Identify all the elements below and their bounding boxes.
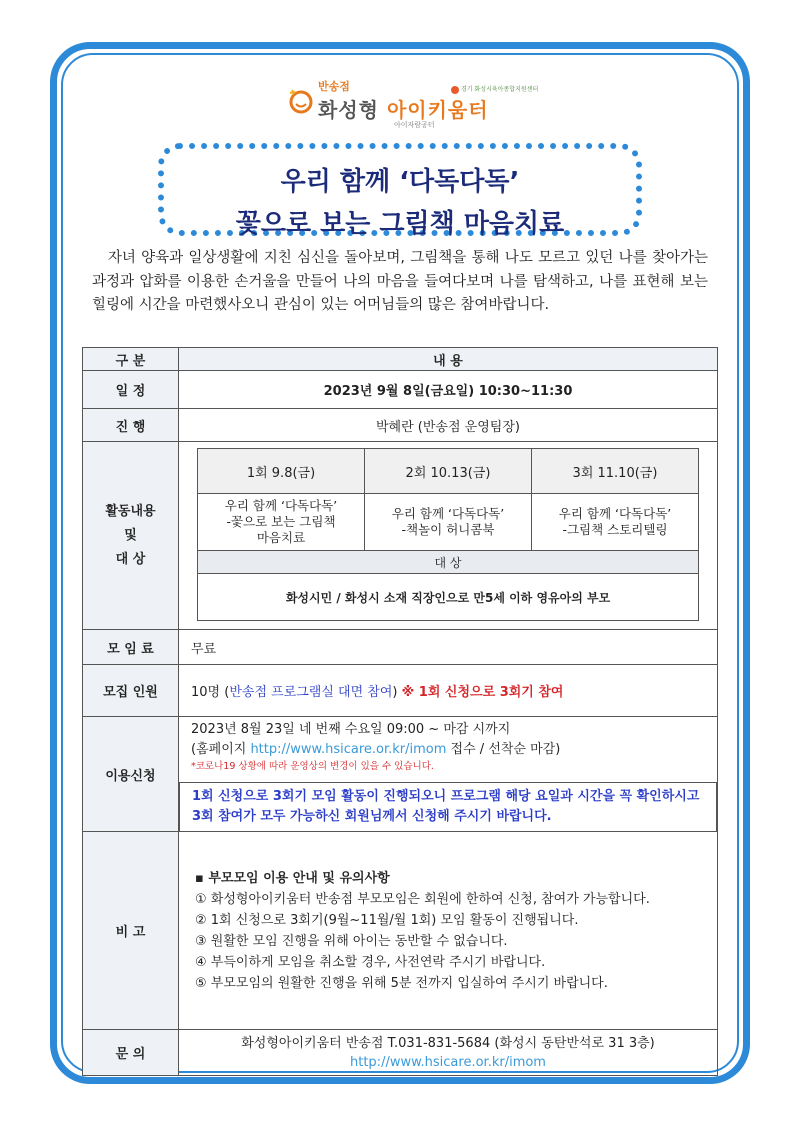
- sun-face-icon: [288, 88, 314, 114]
- activity-table: [197, 448, 699, 621]
- schedule-label: 일 정: [83, 371, 179, 409]
- fee-row: [83, 630, 718, 665]
- host-label: 진 행: [83, 409, 179, 442]
- activity-row: [83, 442, 718, 630]
- recruit-row: [83, 665, 718, 717]
- title-line-2: 꽃으로 보는 그림책 마음치료: [235, 209, 565, 239]
- round-head-row: [198, 449, 699, 494]
- round-2-body-line-2: -책놀이 허니콤북: [401, 522, 495, 537]
- round-1-body-line-3: 마음치료: [256, 530, 306, 545]
- activity-label-2: 및: [124, 527, 137, 543]
- fee-value: 무료: [179, 630, 718, 665]
- host-value: 박혜란 (반송점 운영팀장): [179, 409, 718, 442]
- apply-label: 이용신청: [83, 717, 179, 832]
- remarks-item-1: ① 화성형아이키움터 반송점 부모모임은 회원에 한하여 신청, 참여가 가능합니다.: [195, 891, 650, 907]
- apply-method-post: 접수 / 선착순 마감): [446, 742, 561, 757]
- round-3-body-line-1: 우리 함께 ‘다독다독’: [558, 506, 672, 521]
- remarks-item-5: ⑤ 부모모임의 원활한 진행을 위해 5분 전까지 입실하여 주시기 바랍니다.: [195, 975, 608, 991]
- round-1-body-line-1: 우리 함께 ‘다독다독’: [224, 498, 338, 513]
- activity-label: [83, 442, 179, 630]
- covid-notice: *코로나19 상황에 따라 운영상의 변경이 있을 수 있습니다.: [191, 761, 434, 772]
- round-3-body: [532, 494, 699, 551]
- title-box: [158, 143, 642, 239]
- activity-label-3: 대 상: [115, 551, 146, 567]
- logo-name-suffix: 아이키움터: [386, 98, 489, 122]
- logo-branch: 반송점: [318, 80, 350, 93]
- remarks-label: 비 고: [83, 832, 179, 1030]
- remarks-item-3: ③ 원활한 모임 진행을 위해 아이는 동반할 수 없습니다.: [195, 933, 508, 949]
- schedule-row: [83, 371, 718, 409]
- logo: [286, 74, 539, 134]
- round-3-head: 3회 11.10(금): [532, 449, 699, 494]
- recruit-count: 10명: [191, 685, 221, 700]
- logo-subtitle: 아이자람공터: [394, 121, 435, 129]
- activity-label-1: 활동내용: [105, 503, 156, 519]
- logo-name-prefix: 화성형: [318, 98, 379, 122]
- round-3-body-line-2: -그림책 스토리텔링: [562, 522, 668, 537]
- intro-text: 자녀 양육과 일상생활에 지친 심신을 돌아보며, 그림책을 통해 나도 모르고 있던 나를 찾아가는 과정과 압화를 이용한 손거울을 만들어 나의 마음을 들여다보며 나를 탐색하고, 나를 표현해 보는 힐링에 시간을 마련했사오니 관심이 있는 어머님들의 많은 참여바랍니다.: [92, 250, 708, 313]
- partner-name: 경기 화성시육아종합지원센터: [461, 86, 539, 93]
- remarks-item-2: ② 1회 신청으로 3회기(9월~11월/월 1회) 모임 활동이 진행됩니다.: [195, 912, 579, 928]
- remarks-row: [83, 832, 718, 1030]
- apply-homepage-link[interactable]: http://www.hsicare.or.kr/imom: [250, 742, 447, 757]
- recruit-value: [179, 665, 718, 717]
- table-header-row: [83, 348, 718, 371]
- header-label: 구 분: [83, 348, 179, 371]
- target-head: 대 상: [198, 551, 699, 574]
- apply-row: [83, 717, 718, 832]
- partner-mark-icon: [451, 86, 459, 94]
- round-2-head: 2회 10.13(금): [365, 449, 532, 494]
- intro-paragraph: [92, 247, 708, 318]
- remarks-content: [179, 832, 718, 1030]
- remarks-heading: ▪ 부모모임 이용 안내 및 유의사항: [195, 870, 390, 886]
- round-1-body: [198, 494, 365, 551]
- partner-logo: [451, 84, 538, 94]
- fee-label: 모 임 료: [83, 630, 179, 665]
- round-body-row: [198, 494, 699, 551]
- contact-label: 문 의: [83, 1030, 179, 1076]
- round-1-head: 1회 9.8(금): [198, 449, 365, 494]
- target-body-row: [198, 574, 699, 621]
- info-table: [82, 347, 718, 1076]
- recruit-label: 모집 인원: [83, 665, 179, 717]
- contact-row: [83, 1030, 718, 1076]
- remarks-item-4: ④ 부득이하게 모임을 취소할 경우, 사전연락 주시기 바랍니다.: [195, 954, 546, 970]
- apply-method-pre: (홈페이지: [191, 742, 251, 757]
- schedule-value: 2023년 9월 8일(금요일) 10:30~11:30: [179, 371, 718, 409]
- apply-method: [191, 740, 705, 760]
- title-line-1: 우리 함께 ‘다독다독’: [280, 167, 520, 197]
- remarks-list: [195, 868, 705, 994]
- host-row: [83, 409, 718, 442]
- header-content: 내 용: [179, 348, 718, 371]
- recruit-note: ※ 1회 신청으로 3회기 참여: [401, 685, 564, 700]
- activity-content: [179, 442, 718, 630]
- recruit-place: 반송점 프로그램실 대면 참여: [229, 685, 393, 700]
- target-body: 화성시민 / 화성시 소재 직장인으로 만5세 이하 영유아의 부모: [198, 574, 699, 621]
- round-2-body-line-1: 우리 함께 ‘다독다독’: [391, 506, 505, 521]
- target-head-row: [198, 551, 699, 574]
- contact-info: 화성형아이키움터 반송점 T.031-831-5684 (화성시 동탄반석로 31 3층): [241, 1035, 655, 1051]
- contact-homepage-link[interactable]: http://www.hsicare.or.kr/imom: [350, 1054, 546, 1070]
- apply-content: [179, 717, 718, 832]
- contact-content: [179, 1030, 718, 1076]
- apply-period: 2023년 8월 23일 네 번째 수요일 09:00 ~ 마감 시까지: [191, 722, 511, 737]
- logo-name: [318, 94, 489, 123]
- round-2-body: [365, 494, 532, 551]
- recruit-paren-open: (: [224, 685, 230, 700]
- recruit-paren-close: ): [392, 685, 398, 700]
- apply-notice: 1회 신청으로 3회기 모임 활동이 진행되오니 프로그램 해당 요일과 시간을 꼭 확인하시고 3회 참여가 모두 가능하신 회원님께서 신청해 주시기 바랍니다.: [179, 782, 717, 832]
- round-1-body-line-2: -꽃으로 보는 그림책: [226, 514, 336, 529]
